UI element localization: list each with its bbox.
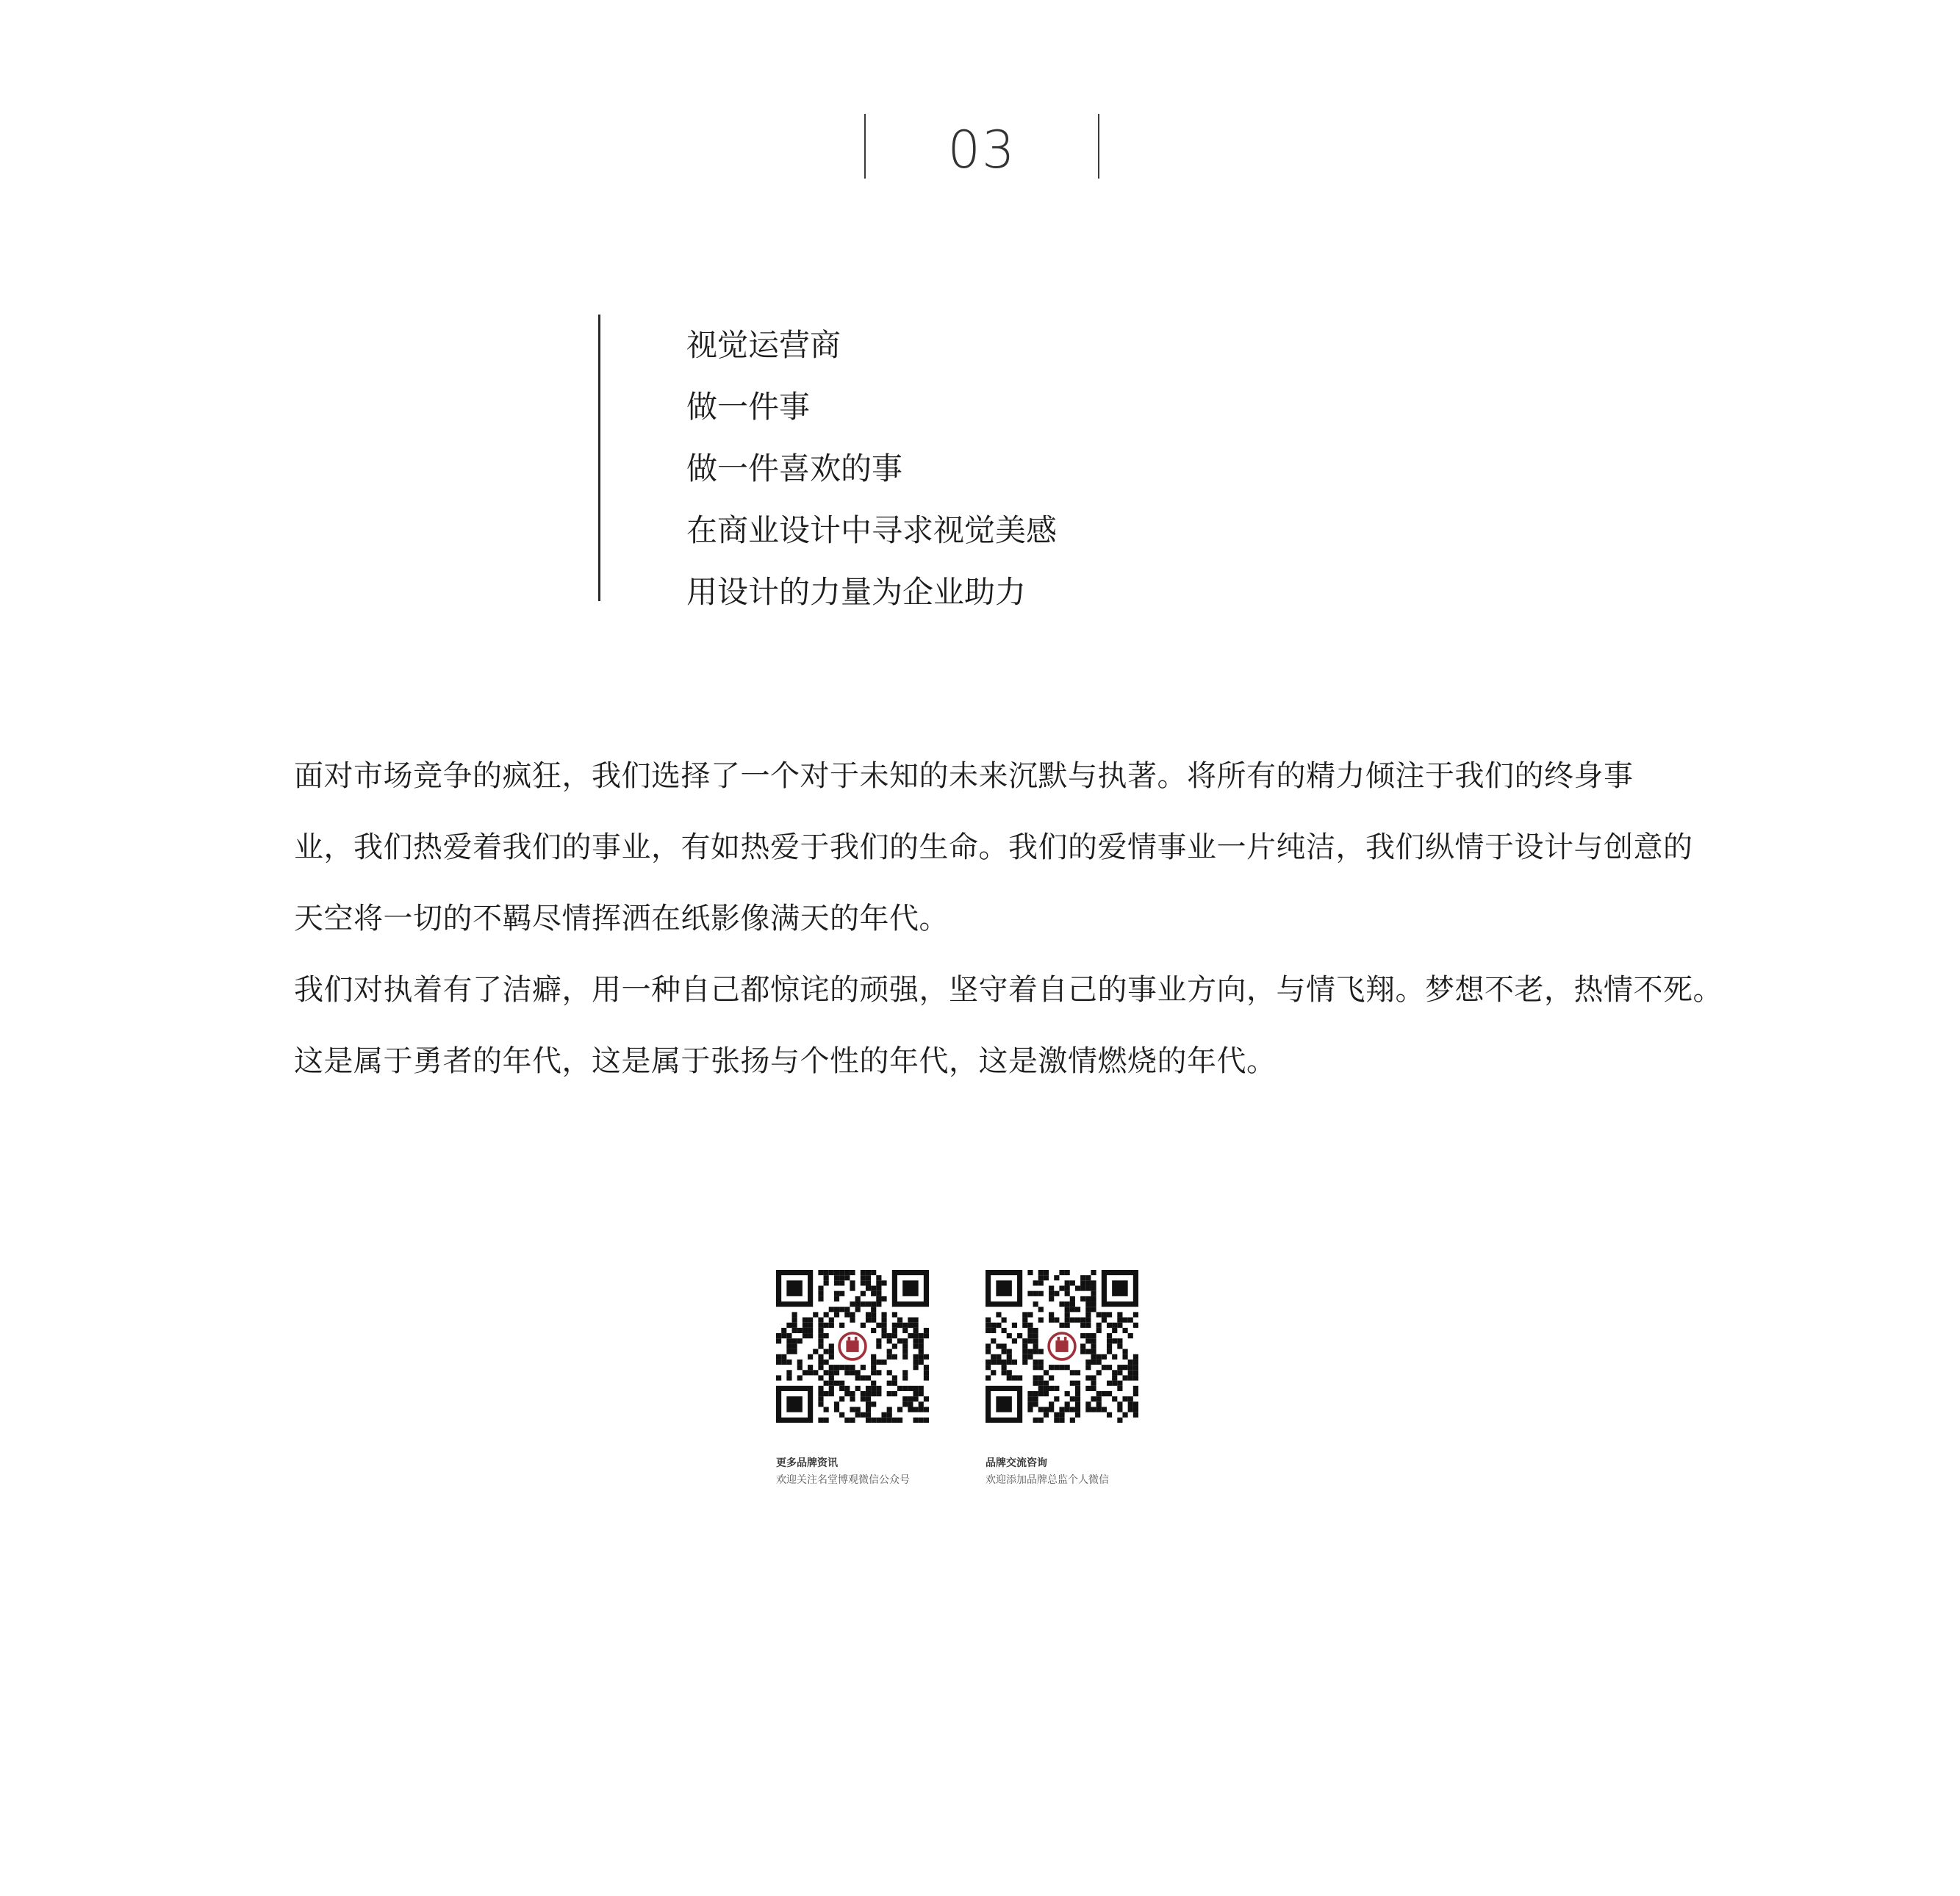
slogan-line: 用设计的力量为企业助力 [686, 574, 1027, 610]
qr-subtitle: 欢迎添加品牌总监个人微信 [986, 1474, 1109, 1486]
slogan-line: 做一件喜欢的事 [686, 450, 903, 486]
qr-card-official-account [776, 1270, 945, 1487]
page-number-block [864, 114, 1099, 180]
body-line: 业，我们热爱着我们的事业，有如热爱于我们的生命。我们的爱情事业一片纯洁，我们纵情于设计与创意的 [294, 830, 1693, 864]
body-line: 面对市场竞争的疯狂，我们选择了一个对于未知的未来沉默与执著。将所有的精力倾注于我们的终身事 [294, 759, 1634, 793]
page-number-right-rule [1098, 114, 1099, 179]
slogan-rule [598, 315, 600, 601]
slogan-lines [686, 315, 1201, 623]
qr-code-icon [776, 1270, 929, 1423]
slogan-line: 在商业设计中寻求视觉美感 [686, 512, 1058, 548]
body-line: 我们对执着有了洁癖，用一种自己都惊诧的顽强，坚守着自己的事业方向，与情飞翔。梦想不老，热情不死。 [294, 973, 1723, 1007]
qr-title: 品牌交流咨询 [986, 1457, 1047, 1469]
body-text [294, 741, 1734, 1097]
qr-code-icon [986, 1270, 1138, 1423]
body-line: 这是属于勇者的年代，这是属于张扬与个性的年代，这是激情燃烧的年代。 [294, 1044, 1277, 1078]
qr-card-director-wechat [986, 1270, 1155, 1487]
slogan-line: 视觉运营商 [686, 327, 841, 363]
page-number: 03 [947, 120, 1016, 180]
body-line: 天空将一切的不羁尽情挥洒在纸影像满天的年代。 [294, 902, 949, 936]
qr-title: 更多品牌资讯 [776, 1457, 838, 1469]
slogan-line: 做一件事 [686, 389, 811, 425]
qr-subtitle: 欢迎关注名堂博观微信公众号 [776, 1474, 910, 1486]
